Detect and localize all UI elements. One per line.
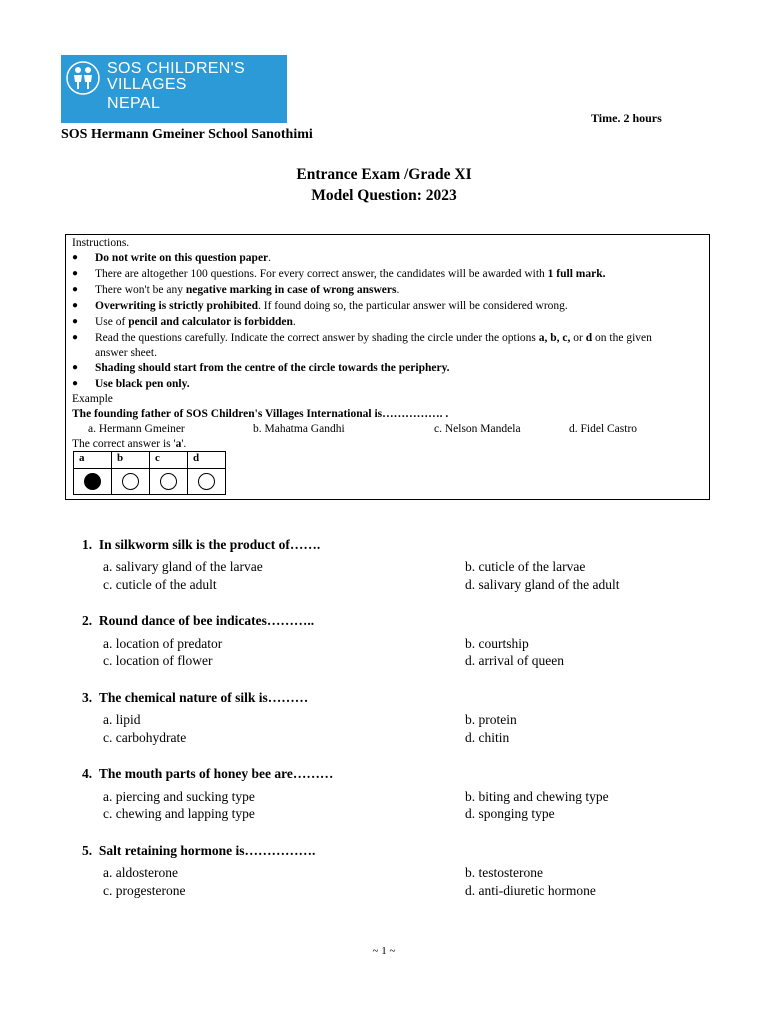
- correct-answer-note: The correct answer is 'a'.: [72, 438, 187, 450]
- question-3-option-b: b. protein: [465, 712, 517, 727]
- question-4-option-d: d. sponging type: [465, 806, 555, 821]
- question-1-option-d: d. salivary gland of the adult: [465, 577, 620, 592]
- instruction-6: Read the questions carefully. Indicate the correct answer by shading the circle under the options a, b, c, or d on the given: [95, 332, 652, 344]
- question-5-option-c: c. progesterone: [103, 883, 186, 898]
- empty-circle-icon: [198, 473, 215, 490]
- bullet-icon: ●: [72, 332, 79, 343]
- instructions-box: [65, 234, 710, 500]
- question-2-option-a: a. location of predator: [103, 636, 223, 651]
- answer-sheet-example: [73, 451, 226, 495]
- instruction-8: Use black pen only.: [95, 378, 190, 390]
- exam-time: Time. 2 hours: [591, 111, 662, 125]
- question-1-option-b: b. cuticle of the larvae: [465, 559, 586, 574]
- filled-circle-icon: [84, 473, 101, 490]
- instruction-5: Use of pencil and calculator is forbidden.: [95, 316, 296, 328]
- instruction-6-cont: answer sheet.: [95, 347, 157, 359]
- empty-circle-icon: [160, 473, 177, 490]
- question-4: 4. The mouth parts of honey bee are………: [82, 766, 334, 781]
- question-4-option-a: a. piercing and sucking type: [103, 789, 255, 804]
- answer-header-b: b: [112, 452, 150, 469]
- question-3-option-d: d. chitin: [465, 730, 510, 745]
- question-2-option-c: c. location of flower: [103, 653, 213, 668]
- instruction-2: There are altogether 100 questions. For every correct answer, the candidates will be awarded with 1 full mark.: [95, 268, 606, 280]
- answer-cell-d: [188, 469, 226, 495]
- question-2-option-b: b. courtship: [465, 636, 529, 651]
- instruction-3: There won't be any negative marking in case of wrong answers.: [95, 284, 400, 296]
- example-question: The founding father of SOS Children's Villages International is……………. .: [72, 408, 449, 420]
- answer-header-d: d: [188, 452, 226, 469]
- exam-subtitle: Model Question: 2023: [311, 187, 457, 204]
- question-4-option-c: c. chewing and lapping type: [103, 806, 255, 821]
- answer-header-a: a: [74, 452, 112, 469]
- bullet-icon: ●: [72, 252, 79, 263]
- children-figures-icon: [65, 61, 101, 95]
- instruction-1: Do not write on this question paper.: [95, 252, 272, 264]
- question-4-option-b: b. biting and chewing type: [465, 789, 609, 804]
- example-option-d: d. Fidel Castro: [569, 423, 638, 435]
- question-1: 1. In silkworm silk is the product of…….: [82, 537, 321, 552]
- question-5-option-a: a. aldosterone: [103, 865, 178, 880]
- answer-cell-b: [112, 469, 150, 495]
- bullet-icon: ●: [72, 316, 79, 327]
- exam-title: Entrance Exam /Grade XI: [296, 166, 472, 183]
- question-3: 3. The chemical nature of silk is………: [82, 690, 309, 705]
- question-3-option-c: c. carbohydrate: [103, 730, 187, 745]
- example-option-a: a. Hermann Gmeiner: [88, 423, 185, 435]
- sos-logo: [61, 55, 287, 123]
- logo-line-2: VILLAGES: [107, 76, 187, 93]
- question-2-option-d: d. arrival of queen: [465, 653, 564, 668]
- question-2: 2. Round dance of bee indicates………..: [82, 613, 315, 628]
- bullet-icon: ●: [72, 378, 79, 389]
- question-3-option-a: a. lipid: [103, 712, 141, 727]
- example-option-b: b. Mahatma Gandhi: [253, 423, 345, 435]
- bullet-icon: ●: [72, 268, 79, 279]
- empty-circle-icon: [122, 473, 139, 490]
- bullet-icon: ●: [72, 362, 79, 373]
- school-name: SOS Hermann Gmeiner School Sanothimi: [61, 127, 313, 142]
- instructions-heading: Instructions.: [72, 237, 130, 249]
- question-1-option-a: a. salivary gland of the larvae: [103, 559, 263, 574]
- question-5: 5. Salt retaining hormone is…………….: [82, 843, 316, 858]
- instruction-4: Overwriting is strictly prohibited. If found doing so, the particular answer will be considered wrong.: [95, 300, 568, 312]
- answer-cell-c: [150, 469, 188, 495]
- answer-header-c: c: [150, 452, 188, 469]
- example-option-c: c. Nelson Mandela: [434, 423, 521, 435]
- question-5-option-b: b. testosterone: [465, 865, 543, 880]
- question-5-option-d: d. anti-diuretic hormone: [465, 883, 596, 898]
- instruction-7: Shading should start from the centre of the circle towards the periphery.: [95, 362, 450, 374]
- bullet-icon: ●: [72, 284, 79, 295]
- bullet-icon: ●: [72, 300, 79, 311]
- page-number: ~ 1 ~: [372, 945, 396, 957]
- question-1-option-c: c. cuticle of the adult: [103, 577, 217, 592]
- logo-line-1: SOS CHILDREN'S: [107, 60, 245, 77]
- answer-cell-a: [74, 469, 112, 495]
- logo-line-3: NEPAL: [107, 95, 161, 112]
- example-label: Example: [72, 393, 113, 405]
